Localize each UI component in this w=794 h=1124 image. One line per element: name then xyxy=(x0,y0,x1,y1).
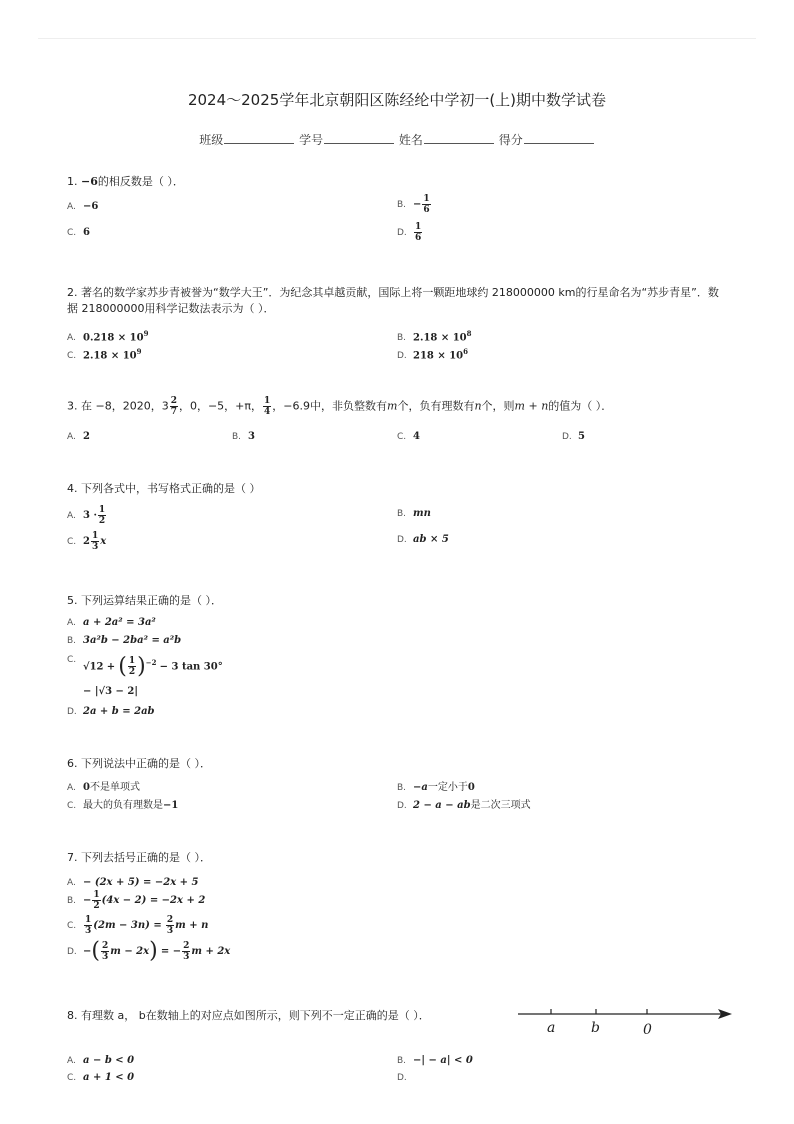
option-label: B. xyxy=(397,333,407,344)
math-value: 2 − a − ab xyxy=(413,800,471,811)
name-label: 姓名 xyxy=(398,133,423,147)
q4-option-a[interactable] xyxy=(67,505,107,526)
option-label: A. xyxy=(67,783,76,793)
q8-option-c[interactable] xyxy=(67,1071,134,1085)
class-blank xyxy=(224,131,294,144)
denominator: 3 xyxy=(166,926,174,936)
math-var: n xyxy=(474,399,482,413)
question-text: ，−6.9中，非负整数有 xyxy=(272,399,388,413)
q3-option-d[interactable] xyxy=(562,430,585,444)
name-blank xyxy=(424,131,494,144)
numerator: 1 xyxy=(423,194,430,204)
option-label: D. xyxy=(397,228,407,238)
math-value: 0 xyxy=(467,782,475,793)
numerator: 1 xyxy=(128,656,136,667)
q8-option-a[interactable] xyxy=(67,1054,134,1068)
question-1 xyxy=(67,174,184,190)
q1-option-c[interactable] xyxy=(67,226,90,240)
numerator: 2 xyxy=(101,941,109,951)
q3-option-c[interactable] xyxy=(397,430,420,444)
math-op: = − xyxy=(160,946,182,957)
number-line-figure xyxy=(518,1000,732,1044)
numerator: 1 xyxy=(85,915,92,925)
question-6: 6. 下列说法中正确的是（ ）． xyxy=(67,757,211,770)
fraction xyxy=(166,915,174,936)
math-var: m xyxy=(387,399,398,413)
exam-title: 2024～2025学年北京朝阳区陈经纶中学初一(上)期中数学试卷 xyxy=(187,91,607,109)
option-label: B. xyxy=(397,1056,407,1066)
q6-option-b[interactable] xyxy=(397,781,475,795)
option-label: D. xyxy=(397,351,407,362)
denominator: 6 xyxy=(415,233,422,243)
option-label: D. xyxy=(67,947,77,957)
option-label: D. xyxy=(397,1073,407,1083)
denominator: 2 xyxy=(93,901,100,911)
fraction xyxy=(98,505,106,526)
option-label: C. xyxy=(67,351,77,362)
option-text: 不是单项式 xyxy=(89,782,140,793)
fraction xyxy=(263,396,271,417)
numerator: 1 xyxy=(93,890,100,900)
math-expr: m + n xyxy=(514,399,549,413)
q3-option-a[interactable] xyxy=(67,430,90,444)
option-label: B. xyxy=(67,896,77,906)
option-value: 4 xyxy=(413,431,420,442)
option-label: C. xyxy=(67,537,77,547)
q6-option-c[interactable] xyxy=(67,799,178,813)
fraction xyxy=(422,194,430,215)
fraction xyxy=(170,396,178,417)
option-label: D. xyxy=(397,801,407,811)
q5-option-c-line1 xyxy=(83,653,223,679)
label-b: b xyxy=(591,1020,600,1036)
denominator: 3 xyxy=(183,952,190,962)
numerator: 1 xyxy=(264,396,271,406)
q4-option-b[interactable] xyxy=(397,507,431,521)
label-zero: 0 xyxy=(643,1022,652,1038)
option-value: a + 1 < 0 xyxy=(83,1072,135,1083)
q8-option-b[interactable] xyxy=(397,1054,473,1068)
fraction xyxy=(128,656,136,677)
numerator: 2 xyxy=(170,396,177,406)
option-value: 2.18 × 10 xyxy=(413,332,467,344)
q5-option-c[interactable] xyxy=(67,653,83,667)
question-text: 3. 在 −8，2020，3 xyxy=(67,399,169,413)
paren-open: ( xyxy=(91,938,100,964)
fraction xyxy=(91,531,99,552)
math-var: x xyxy=(100,536,107,547)
option-value: 218 × 10 xyxy=(413,350,464,362)
paren-close: ) xyxy=(149,938,158,964)
math-op: + xyxy=(106,661,116,673)
question-3 xyxy=(67,396,747,417)
option-label: C. xyxy=(67,1073,77,1083)
denominator: 3 xyxy=(91,542,99,552)
q7-option-b[interactable] xyxy=(67,890,205,911)
option-label: B. xyxy=(397,783,407,793)
q2-option-b[interactable] xyxy=(397,327,472,345)
denominator: 2 xyxy=(98,516,106,526)
option-value: 2.18 × 10 xyxy=(83,350,137,362)
q7-option-d[interactable] xyxy=(67,938,231,964)
denominator: 3 xyxy=(101,952,109,962)
question-text: 的值为（ ）． xyxy=(548,399,613,413)
q4-option-c[interactable] xyxy=(67,531,106,552)
denominator: 7 xyxy=(170,407,177,417)
option-label: D. xyxy=(562,432,572,442)
exponent: −2 xyxy=(145,658,157,667)
option-label: A. xyxy=(67,1056,76,1066)
option-label: B. xyxy=(232,432,242,442)
q4-option-d[interactable] xyxy=(397,533,449,547)
math-expr: − |√3 − 2| xyxy=(83,686,138,697)
question-number: 1. xyxy=(67,175,78,188)
q2-option-a[interactable] xyxy=(67,327,148,345)
exponent: 6 xyxy=(463,347,469,356)
class-label: 班级 xyxy=(199,133,224,147)
exponent: 9 xyxy=(143,329,149,338)
option-value: ab × 5 xyxy=(413,534,449,545)
numerator: 1 xyxy=(415,222,422,232)
option-label: C. xyxy=(67,801,77,811)
page-top-rule xyxy=(38,38,756,39)
paren-open: ( xyxy=(118,653,127,679)
math-expr: m + 2x xyxy=(191,946,231,957)
option-value: a + 2a² = 3a² xyxy=(83,617,156,628)
math-value: −6 xyxy=(81,175,98,188)
math-sign: − xyxy=(83,946,92,957)
question-text: ，0，−5，+π， xyxy=(178,399,263,413)
q6-option-a[interactable] xyxy=(67,781,140,795)
option-label: D. xyxy=(397,535,407,545)
option-label: B. xyxy=(397,509,407,519)
q1-option-d[interactable] xyxy=(397,222,423,243)
option-value: 5 xyxy=(578,431,585,442)
q1-option-b[interactable] xyxy=(397,194,432,215)
option-value: mn xyxy=(413,508,431,519)
math-value: −1 xyxy=(163,800,179,811)
id-blank xyxy=(324,131,394,144)
q5-option-d[interactable] xyxy=(67,705,155,719)
math-value: 0 xyxy=(83,782,90,793)
math-expr: − 3 tan 30° xyxy=(159,661,223,673)
numerator: 1 xyxy=(91,531,99,541)
q5-option-b[interactable] xyxy=(67,634,181,648)
option-label: A. xyxy=(67,432,76,442)
question-5: 5. 下列运算结果正确的是（ ）． xyxy=(67,594,222,607)
math-sign: − xyxy=(83,895,92,906)
exponent: 9 xyxy=(136,347,142,356)
fraction xyxy=(84,915,92,936)
math-sqrt: √12 xyxy=(83,661,104,673)
option-label: B. xyxy=(397,200,407,210)
option-value: 6 xyxy=(83,227,90,238)
score-blank xyxy=(524,131,594,144)
fraction xyxy=(92,890,100,911)
option-sign: − xyxy=(413,199,422,210)
question-text: 的相反数是（ ）． xyxy=(97,175,184,188)
q2-option-c[interactable] xyxy=(67,345,142,363)
option-value: −6 xyxy=(83,201,99,212)
option-label: A. xyxy=(67,511,76,521)
q6-option-d[interactable] xyxy=(397,799,531,813)
option-label: B. xyxy=(67,636,77,646)
q5-option-a[interactable] xyxy=(67,616,156,630)
math-value: −a xyxy=(413,782,428,793)
question-2: 2. 著名的数学家苏步青被誉为“数学大王”．为纪念其卓越贡献，国际上将一颗距地球约 218000000 km的行星命名为“苏步青星”．数据 218000000用科学记数法表示为（ ）． xyxy=(67,286,719,315)
math-expr: m + n xyxy=(175,920,209,931)
math-expr: m − 2x xyxy=(110,946,150,957)
option-value: − (2x + 5) = −2x + 5 xyxy=(83,877,199,888)
option-value: 3a²b − 2ba² = a²b xyxy=(83,635,182,646)
label-a: a xyxy=(547,1020,556,1036)
option-label: D. xyxy=(67,707,77,717)
option-label: A. xyxy=(67,202,76,212)
fraction xyxy=(414,222,422,243)
option-label: A. xyxy=(67,618,76,628)
option-value: 2 xyxy=(83,536,90,547)
option-text: 一定小于 xyxy=(427,782,468,793)
option-text: 是二次三项式 xyxy=(470,800,531,811)
fraction xyxy=(101,941,109,962)
numerator: 2 xyxy=(166,915,174,925)
id-label: 学号 xyxy=(299,133,324,147)
q7-option-a[interactable] xyxy=(67,876,198,890)
exponent: 8 xyxy=(466,329,472,338)
option-label: C. xyxy=(67,228,77,238)
option-label: C. xyxy=(397,432,407,442)
math-expr: (4x − 2) = −2x + 2 xyxy=(101,895,206,906)
score-label: 得分 xyxy=(498,133,523,147)
question-text: 个，负有理数有 xyxy=(397,399,475,413)
option-label: C. xyxy=(67,655,77,665)
q8-option-d[interactable] xyxy=(397,1071,413,1085)
option-value: 3 · xyxy=(83,510,97,521)
q7-option-c[interactable] xyxy=(67,915,208,936)
denominator: 2 xyxy=(128,667,136,678)
question-4: 4. 下列各式中，书写格式正确的是（ ） xyxy=(67,482,261,495)
denominator: 3 xyxy=(85,926,92,936)
q1-option-a[interactable] xyxy=(67,200,98,214)
q2-option-d[interactable] xyxy=(397,345,468,363)
option-text: 最大的负有理数是 xyxy=(83,800,163,811)
question-text: 个，则 xyxy=(481,399,515,413)
q3-option-b[interactable] xyxy=(232,430,255,444)
q5-option-c-line2 xyxy=(83,685,138,699)
option-label: A. xyxy=(67,878,76,888)
option-value: 0.218 × 10 xyxy=(83,332,144,344)
question-7: 7. 下列去括号正确的是（ ）． xyxy=(67,851,211,864)
option-value: −| − a| < 0 xyxy=(413,1055,473,1066)
denominator: 6 xyxy=(423,205,430,215)
numerator: 2 xyxy=(183,941,190,951)
denominator: 4 xyxy=(264,407,271,417)
student-info-line xyxy=(0,131,794,148)
paren-close: ) xyxy=(137,653,146,679)
numerator: 1 xyxy=(98,505,106,515)
question-8: 8. 有理数 a， b在数轴上的对应点如图所示，则下列不一定正确的是（ ）． xyxy=(67,1009,430,1022)
fraction xyxy=(182,941,190,962)
option-label: C. xyxy=(67,921,77,931)
option-value: 2 xyxy=(83,431,90,442)
option-value: 2a + b = 2ab xyxy=(83,706,155,717)
option-label: A. xyxy=(67,333,76,344)
option-value: a − b < 0 xyxy=(83,1055,135,1066)
math-expr: (2m − 3n) = xyxy=(93,920,162,931)
option-value: 3 xyxy=(248,431,255,442)
